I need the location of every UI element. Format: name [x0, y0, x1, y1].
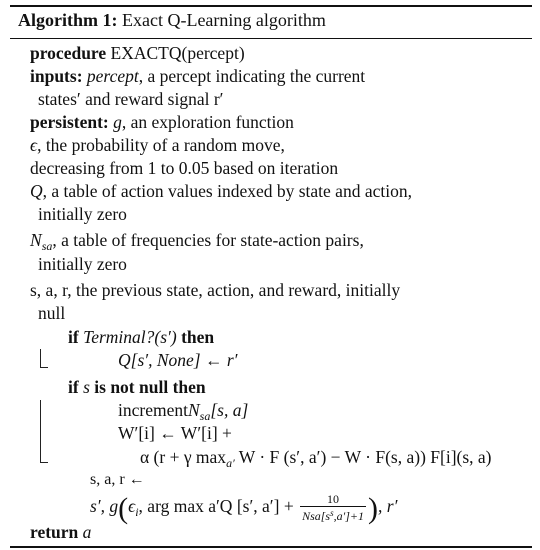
final-epsilon-sub: i: [135, 505, 139, 519]
sar-continuation: null: [38, 303, 66, 323]
procedure-line: [30, 42, 245, 64]
persistent-desc: , an exploration function: [121, 112, 294, 132]
inputs-desc: , a percept indicating the current: [138, 66, 366, 86]
q-symbol: Q: [30, 181, 43, 201]
return-value: a: [82, 522, 92, 542]
caption-label: Algorithm 1:: [18, 10, 118, 30]
inputs-continuation: states′ and reward signal r′: [38, 89, 224, 109]
null-keyword: null: [139, 377, 169, 397]
frac-den-sup: s: [330, 507, 334, 518]
is-not-keyword: is not: [94, 377, 135, 397]
nsa-desc: , a table of frequencies for state-action pairs,: [52, 230, 364, 250]
q-assign-line: Q[s′, None] ← r′: [118, 350, 238, 370]
increment-text: increment: [118, 400, 188, 420]
alpha-line: [140, 446, 492, 474]
if-not-null-line: [68, 376, 206, 398]
alpha-rest: W · F (s′, a′) − W · F(s, a)) F[i](s, a): [234, 447, 492, 467]
top-rule: [10, 5, 532, 7]
if-keyword: if: [68, 327, 79, 347]
sar-assign-line: s, a, r ←: [90, 471, 145, 488]
bottom-rule: [10, 546, 532, 548]
right-paren: ): [368, 492, 379, 525]
final-epsilon: ϵ: [128, 496, 136, 516]
epsilon-line: [30, 134, 285, 156]
epsilon-symbol: ϵ: [30, 135, 38, 155]
final-pre: s′, g: [90, 496, 119, 516]
return-line: [30, 521, 91, 543]
increment-tail: [s, a]: [210, 400, 249, 420]
frac-den-post: ,a′]+1: [333, 508, 365, 523]
algorithm-caption: [18, 9, 326, 31]
final-post: , r′: [378, 496, 398, 516]
if-terminal-line: [68, 326, 214, 348]
caption-title: Exact Q-Learning algorithm: [121, 10, 326, 30]
if-keyword-2: if: [68, 377, 79, 397]
q-table-line: [30, 180, 412, 202]
frac-den-pre: Nsa[s: [302, 508, 331, 523]
terminal-condition: Terminal?(s′): [83, 327, 177, 347]
epsilon-continuation: decreasing from 1 to 0.05 based on iteration: [30, 158, 339, 178]
left-paren: (: [118, 492, 129, 525]
increment-n: N: [187, 400, 200, 420]
final-mid: , arg max a′Q [s′, a′] +: [138, 496, 294, 516]
epsilon-desc: , the probability of a random move,: [37, 135, 285, 155]
fraction-denominator: [300, 507, 366, 523]
alpha-sub: a′: [226, 456, 235, 470]
increment-sub: sa: [199, 409, 211, 423]
nsa-continuation: initially zero: [38, 254, 127, 274]
if-block-end: [40, 367, 48, 368]
then-keyword-2: then: [172, 377, 206, 397]
procedure-name: EXACTQ(percept): [110, 43, 245, 63]
fraction: [300, 493, 366, 523]
s-variable: s: [83, 377, 90, 397]
if-block-bar: [40, 349, 41, 367]
inputs-line: [30, 65, 365, 87]
w-update-line: W′[i] ← W′[i] +: [118, 423, 232, 443]
inputs-var: percept: [86, 66, 139, 86]
procedure-keyword: procedure: [30, 43, 107, 63]
q-continuation: initially zero: [38, 204, 127, 224]
sar-line: s, a, r, the previous state, action, and reward, initially: [30, 280, 401, 300]
persistent-line: [30, 111, 294, 133]
final-assign-line: [90, 492, 397, 526]
nsa-subscript: sa: [41, 239, 53, 253]
q-desc: , a table of action values indexed by state and action,: [42, 181, 412, 201]
fraction-numerator: 10: [300, 493, 366, 507]
caption-rule: [10, 38, 532, 39]
inputs-keyword: inputs:: [30, 66, 83, 86]
then-keyword: then: [181, 327, 215, 347]
if-null-block-bar: [40, 400, 41, 462]
persistent-keyword: persistent:: [30, 112, 109, 132]
nsa-symbol: N: [30, 230, 42, 250]
alpha-expr: α (r + γ max: [140, 447, 227, 467]
return-keyword: return: [30, 522, 79, 542]
if-null-block-end: [40, 462, 48, 463]
persistent-g: g: [113, 112, 122, 132]
